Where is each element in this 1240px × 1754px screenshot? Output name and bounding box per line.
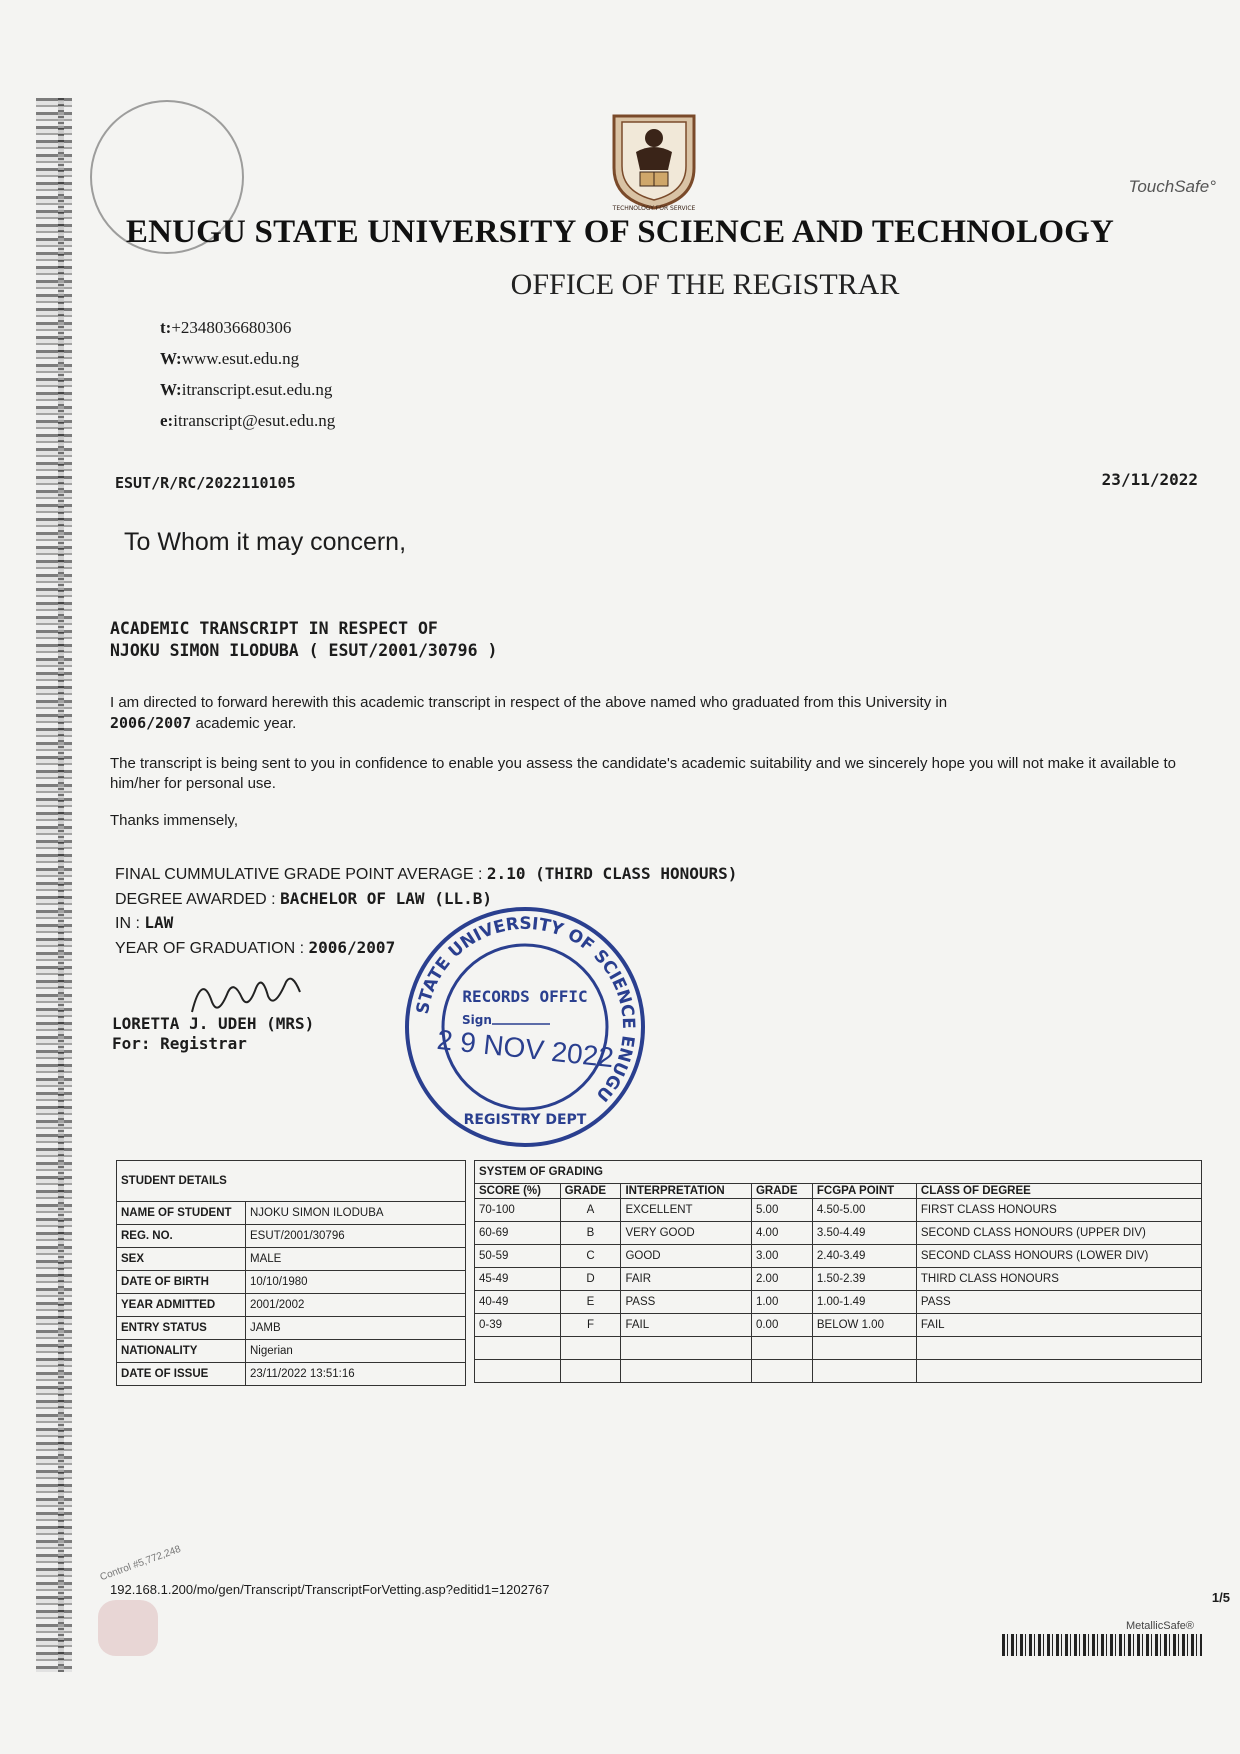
grading-cell: 0.00 — [751, 1314, 812, 1337]
grading-cell: C — [560, 1245, 621, 1268]
grading-cell: PASS — [621, 1291, 751, 1314]
security-barcode — [1002, 1634, 1202, 1656]
grading-cell: EXCELLENT — [621, 1199, 751, 1222]
paragraph-confidence: The transcript is being sent to you in confidence to enable you assess the candidate's academic suitability and we sincerely hope you will not make it available to him/her for personal use. — [110, 755, 1176, 792]
student-detail-label: NATIONALITY — [117, 1340, 246, 1363]
grading-empty-cell — [475, 1337, 561, 1360]
student-detail-value: 10/10/1980 — [246, 1271, 466, 1294]
heading-line-1: ACADEMIC TRANSCRIPT IN RESPECT OF — [110, 619, 438, 638]
grading-empty-cell — [812, 1360, 916, 1383]
grading-cell: FAIR — [621, 1268, 751, 1291]
grading-empty-cell — [621, 1360, 751, 1383]
university-crest-icon — [604, 108, 704, 212]
student-detail-label: SEX — [117, 1248, 246, 1271]
source-url: 192.168.1.200/mo/gen/Transcript/TranscriptForVetting.asp?editid1=1202767 — [110, 1582, 550, 1597]
letter-date: 23/11/2022 — [1101, 470, 1198, 489]
grading-row — [475, 1199, 1202, 1222]
control-serial: Control #5,772,248 — [98, 1543, 183, 1584]
grading-cell: 40-49 — [475, 1291, 561, 1314]
office-title: OFFICE OF THE REGISTRAR — [510, 268, 900, 301]
student-detail-label: DATE OF ISSUE — [117, 1363, 246, 1386]
transcript-website-line: W:itranscript.esut.edu.ng — [160, 380, 333, 399]
grading-cell: A — [560, 1199, 621, 1222]
grading-cell: FIRST CLASS HONOURS — [916, 1199, 1201, 1222]
grading-cell: B — [560, 1222, 621, 1245]
student-detail-label: YEAR ADMITTED — [117, 1294, 246, 1317]
grading-cell: 0-39 — [475, 1314, 561, 1337]
grading-cell: E — [560, 1291, 621, 1314]
student-detail-row — [117, 1202, 466, 1225]
student-details-table — [116, 1160, 466, 1386]
grading-cell: 1.00-1.49 — [812, 1291, 916, 1314]
grading-row — [475, 1222, 1202, 1245]
grading-header-cell: CLASS OF DEGREE — [916, 1184, 1201, 1199]
grading-cell: 50-59 — [475, 1245, 561, 1268]
signatory-block — [112, 1014, 314, 1054]
grading-empty-cell — [812, 1337, 916, 1360]
thanks-line: Thanks immensely, — [110, 812, 239, 829]
grading-cell: VERY GOOD — [621, 1222, 751, 1245]
grading-row — [475, 1291, 1202, 1314]
email-line: e:itranscript@esut.edu.ng — [160, 411, 336, 430]
student-detail-label: NAME OF STUDENT — [117, 1202, 246, 1225]
metallicsafe-mark: MetallicSafe® — [1125, 1620, 1194, 1632]
grading-row — [475, 1268, 1202, 1291]
grading-cell: SECOND CLASS HONOURS (LOWER DIV) — [916, 1245, 1201, 1268]
grading-empty-row — [475, 1337, 1202, 1360]
grading-empty-cell — [475, 1360, 561, 1383]
grading-cell: 4.50-5.00 — [812, 1199, 916, 1222]
grading-empty-cell — [916, 1337, 1201, 1360]
grading-empty-cell — [560, 1337, 621, 1360]
security-border-inner — [58, 98, 64, 1672]
transcript-heading — [110, 618, 497, 662]
grading-row — [475, 1314, 1202, 1337]
grading-cell: THIRD CLASS HONOURS — [916, 1268, 1201, 1291]
university-name: ENUGU STATE UNIVERSITY OF SCIENCE AND TECHNOLOGY — [125, 214, 1115, 250]
stamp-records-office: RECORDS OFFIC — [462, 987, 588, 1006]
grading-cell: 3.00 — [751, 1245, 812, 1268]
touchsafe-mark: TouchSafe° — [1128, 177, 1216, 196]
grading-cell: FAIL — [621, 1314, 751, 1337]
stamp-bottom: REGISTRY DEPT — [463, 1112, 587, 1128]
grading-cell: 5.00 — [751, 1199, 812, 1222]
grading-cell: SECOND CLASS HONOURS (UPPER DIV) — [916, 1222, 1201, 1245]
student-detail-row — [117, 1294, 466, 1317]
grading-system-table — [474, 1160, 1202, 1383]
reference-number: ESUT/R/RC/2022110105 — [115, 474, 296, 492]
student-detail-value: NJOKU SIMON ILODUBA — [246, 1202, 466, 1225]
signatory-name: LORETTA J. UDEH (MRS) — [112, 1014, 315, 1033]
student-detail-value: 23/11/2022 13:51:16 — [246, 1363, 466, 1386]
stamp-date: 2 9 NOV 2022 — [435, 1023, 616, 1074]
student-detail-value: 2001/2002 — [246, 1294, 466, 1317]
grading-header-row — [475, 1184, 1202, 1199]
grading-cell: 1.00 — [751, 1291, 812, 1314]
grading-header-cell: INTERPRETATION — [621, 1184, 751, 1199]
grading-cell: 3.50-4.49 — [812, 1222, 916, 1245]
stamp-sign: Sign — [462, 1013, 492, 1027]
degree-line: DEGREE AWARDED : BACHELOR OF LAW (LL.B) — [115, 888, 492, 908]
grading-header-cell: SCORE (%) — [475, 1184, 561, 1199]
ink-smudge — [98, 1600, 158, 1656]
student-details-title: STUDENT DETAILS — [117, 1161, 466, 1202]
grading-cell: 45-49 — [475, 1268, 561, 1291]
grading-empty-cell — [751, 1337, 812, 1360]
grading-cell: 60-69 — [475, 1222, 561, 1245]
grading-cell: 4.00 — [751, 1222, 812, 1245]
grading-empty-cell — [916, 1360, 1201, 1383]
grading-cell: GOOD — [621, 1245, 751, 1268]
grading-empty-row — [475, 1360, 1202, 1383]
discipline-line: IN : LAW — [115, 913, 174, 932]
grading-empty-cell — [621, 1337, 751, 1360]
phone-line: t:+2348036680306 — [160, 318, 292, 337]
grading-cell: D — [560, 1268, 621, 1291]
grading-header-cell: FCGPA POINT — [812, 1184, 916, 1199]
signature-icon — [182, 962, 312, 1022]
website-line: W:www.esut.edu.ng — [160, 349, 300, 368]
salutation: To Whom it may concern, — [124, 528, 407, 556]
heading-line-2: NJOKU SIMON ILODUBA ( ESUT/2001/30796 ) — [110, 641, 498, 660]
student-detail-value: ESUT/2001/30796 — [246, 1225, 466, 1248]
cgpa-line: FINAL CUMMULATIVE GRADE POINT AVERAGE : 2.10 (THIRD CLASS HONOURS) — [115, 864, 738, 883]
grading-title: SYSTEM OF GRADING — [475, 1161, 1202, 1184]
grading-cell: F — [560, 1314, 621, 1337]
page-number: 1/5 — [1211, 1590, 1230, 1605]
crest-motto: TECHNOLOGY FOR SERVICE — [612, 205, 696, 212]
graduation-year-line: YEAR OF GRADUATION : 2006/2007 — [115, 937, 396, 957]
student-detail-row — [117, 1225, 466, 1248]
student-detail-label: REG. NO. — [117, 1225, 246, 1248]
grading-cell: 70-100 — [475, 1199, 561, 1222]
grading-cell: BELOW 1.00 — [812, 1314, 916, 1337]
signatory-role: For: Registrar — [112, 1034, 247, 1053]
grading-cell: 2.40-3.49 — [812, 1245, 916, 1268]
student-detail-label: DATE OF BIRTH — [117, 1271, 246, 1294]
security-border — [36, 98, 72, 1672]
records-office-stamp — [400, 902, 650, 1152]
grading-empty-cell — [751, 1360, 812, 1383]
student-detail-row — [117, 1317, 466, 1340]
grading-cell: 1.50-2.39 — [812, 1268, 916, 1291]
student-detail-row — [117, 1248, 466, 1271]
grading-row — [475, 1245, 1202, 1268]
student-detail-value: MALE — [246, 1248, 466, 1271]
grading-cell: FAIL — [916, 1314, 1201, 1337]
student-detail-row — [117, 1340, 466, 1363]
student-detail-value: Nigerian — [246, 1340, 466, 1363]
contact-block — [160, 312, 335, 436]
grading-header-cell: GRADE — [751, 1184, 812, 1199]
student-detail-value: JAMB — [246, 1317, 466, 1340]
student-detail-row — [117, 1271, 466, 1294]
student-detail-row — [117, 1363, 466, 1386]
stamp-ring-text: STATE UNIVERSITY OF SCIENCE ENUGU — [412, 913, 639, 1106]
grading-empty-cell — [560, 1360, 621, 1383]
grading-cell: PASS — [916, 1291, 1201, 1314]
student-detail-label: ENTRY STATUS — [117, 1317, 246, 1340]
grading-header-cell: GRADE — [560, 1184, 621, 1199]
grading-cell: 2.00 — [751, 1268, 812, 1291]
paragraph-forwarding: I am directed to forward herewith this academic transcript in respect of the above named who graduated from this University in 2006/2007 academic year. — [110, 694, 948, 732]
